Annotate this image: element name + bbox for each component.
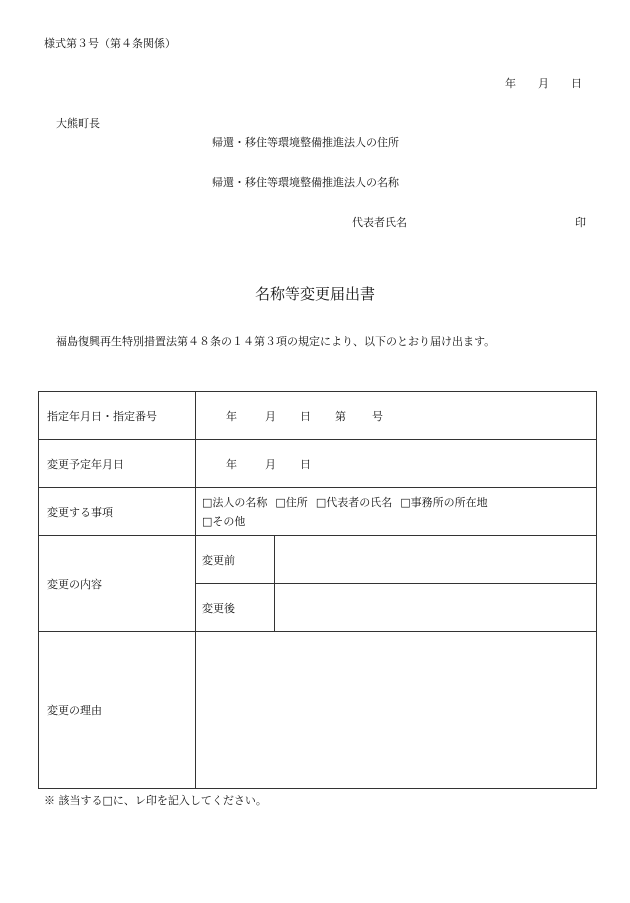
seal-mark: 印 xyxy=(575,216,586,229)
date-year-label: 年 xyxy=(505,77,516,90)
form-number-label: 様式第３号（第４条関係） xyxy=(44,37,176,50)
content-after-label: 変更後 xyxy=(196,584,275,632)
content-before-label: 変更前 xyxy=(196,536,275,584)
content-label: 変更の内容 xyxy=(39,536,196,632)
applicant-name-label: 帰還・移住等環境整備推進法人の名称 xyxy=(212,176,399,189)
checkbox-representative-name[interactable]: □代表者の氏名 xyxy=(315,495,393,509)
designation-value[interactable] xyxy=(196,392,597,440)
reason-field[interactable] xyxy=(196,632,597,789)
designation-year: 年 xyxy=(226,409,237,423)
date-day-label: 日 xyxy=(571,77,582,90)
date-month-label: 月 xyxy=(538,77,549,90)
content-before-field[interactable] xyxy=(275,536,597,584)
content-after-field[interactable] xyxy=(275,584,597,632)
designation-label: 指定年月日・指定番号 xyxy=(39,392,196,440)
change-notification-table xyxy=(38,391,597,789)
scheduled-day: 日 xyxy=(300,457,311,471)
scheduled-month: 月 xyxy=(265,457,276,471)
scheduled-date-label: 変更予定年月日 xyxy=(39,440,196,488)
designation-number-prefix: 第 xyxy=(335,409,346,423)
table-row xyxy=(39,392,597,440)
table-row xyxy=(39,536,597,584)
table-row xyxy=(39,440,597,488)
instruction-note: ※ 該当する□に、レ印を記入してください。 xyxy=(44,794,267,807)
scheduled-year: 年 xyxy=(226,457,237,471)
items-options xyxy=(196,488,597,536)
checkbox-address[interactable]: □住所 xyxy=(275,495,308,509)
scheduled-date-value[interactable] xyxy=(196,440,597,488)
document-title: 名称等変更届出書 xyxy=(254,285,375,303)
checkbox-office-location[interactable]: □事務所の所在地 xyxy=(400,495,488,509)
checkbox-corporate-name[interactable]: □法人の名称 xyxy=(202,495,268,509)
statement-text: 福島復興再生特別措置法第４８条の１４第３項の規定により、以下のとおり届け出ます。 xyxy=(56,335,496,348)
designation-number-suffix: 号 xyxy=(372,409,383,423)
representative-name-label: 代表者氏名 xyxy=(352,216,407,229)
table-row xyxy=(39,488,597,536)
items-label: 変更する事項 xyxy=(39,488,196,536)
submission-date xyxy=(505,75,582,91)
designation-day: 日 xyxy=(300,409,311,423)
table-row xyxy=(39,632,597,789)
checkbox-other[interactable]: □その他 xyxy=(202,514,246,528)
recipient: 大熊町長 xyxy=(56,117,100,130)
reason-label: 変更の理由 xyxy=(39,632,196,789)
applicant-address-label: 帰還・移住等環境整備推進法人の住所 xyxy=(212,136,399,149)
designation-month: 月 xyxy=(265,409,276,423)
